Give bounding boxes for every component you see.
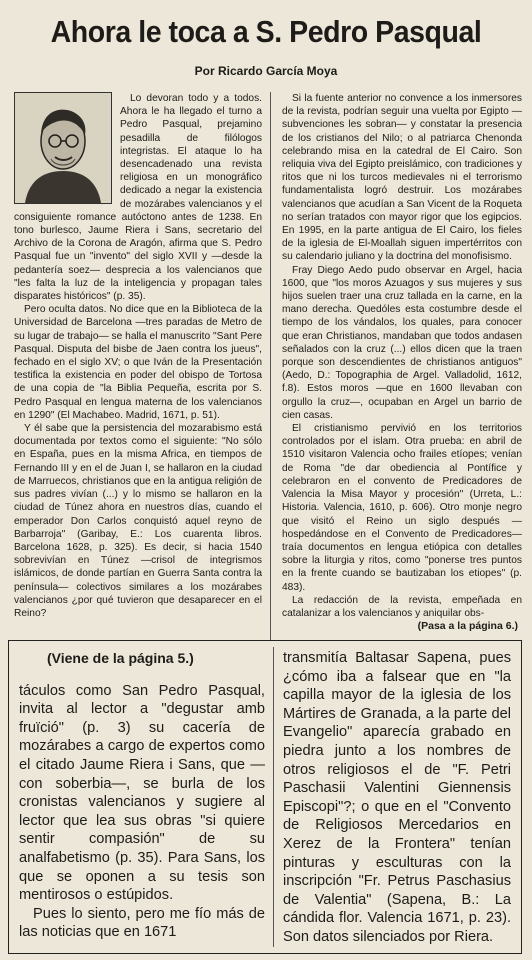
paragraph: Lo devoran todo y a todos. Ahora le ha llegado el turno a Pedro Pasqual, prejamino pesadilla de filólogos integristas. El ataque lo ha desencadenado una revista religiosa en un monográfico dedicado a negar la existencia de mozárabes valencianos y el consiguiente romance autóctono antes de 1238. En tono burlesco, Jaume Riera i Sans, secretario del Archivo de la Corona de Aragón, afirma que S. Pedro Pasqual fue un "invento" del siglo XVII y —desde la pedantería soez— desprecia a los valencianos que "les falta la luz de la inteligencia y propagan tales disparates históricos" (p. 35).: [14, 93, 262, 303]
paragraph: El cristianismo pervivió en los territorios controlados por el islam. Otra prueba: en abril de 1510 visitaron Valencia ocho frailes etíopes; venían de Roma "de dar obediencia al Pontífice y celebraron en el convento de Predicadores de Valencia la Misa Mayor y procesión" (Urreta, L.: Historia. Valencia, 1610, p. 606). Otro monje negro que visitó el Reino un siglo después —hospedándose en el Convento de Predicadores— traía documentos en lengua etiópica con detalles sobre la liturgia y ritos, como "ponerse tres puntos en la frente cuando se bautizaban los etiopes" (p. 483).: [282, 423, 522, 593]
paragraph: táculos como San Pedro Pasqual, invita al lector a "degustar amb fruïció" (p. 3) su cacería de mozárabes a cargo de expertos como el citado Jaume Riera i Sans, que —con soberbia—, se burla de los cronistas valencianos y sugiere al lector que lea sus obras "si quiere sentir compasión" de su analfabetismo (p. 35). Para Sans, los que se oponen a su tesis son mentirosos o estúpidos.: [19, 682, 265, 904]
paragraph: Y él sabe que la persistencia del mozarabismo está documentada por textos como el siguiente: "No sólo en España, pues en la misma Africa, en tiempos de Fernando III y en el de Juan I, se hallaron en la ciudad de Marruecos, christianos que en la antigua religión de sus padres vivían (...) y lo mismo se hallaron en la ciudad de Túnez ahora en nuestros días, cuando el emperador Don Carlos conquistó aquel reyno de Barbarroja" (Garibay, E.: Los cuarenta libros. Barcelona 1628, p. 325). Es decir, si hacia 1540 sobrevivían en Túnez —crisol de integrismos islámicos, de donde partían en Guerra Santa contra la península— colectivos similares a los mozárabes valencianos ¿por qué tuvieron que desaparecer en el Reino?: [14, 423, 262, 619]
continuation-column-right: [283, 649, 511, 947]
continued-from-label: (Viene de la página 5.): [47, 650, 194, 666]
byline: Por Ricardo García Moya: [194, 64, 338, 78]
author-photo: [14, 92, 112, 204]
paragraph: Fray Diego Aedo pudo observar en Argel, hacia 1600, que "los moros Azuagos y sus mujeres y sus hijos suelen traer una cruz tallada en la carne, en la mano derecha. Quedóles esta costumbre desde el tiempo de los vándalos, los quales, para conocer que eran Christianos, mandaban que todos andasen señalados con la cruz (...) ellos dicen que la traen porque son descendientes de christianos antiguos" (Aedo, D.: Topographia de Argel. Valladolid, 1612, f.8). Estos moros —que en 1600 llevaban con orgullo la cruz—, ocupaban en Argel un barrio de cien casas.: [282, 264, 522, 421]
paragraph: Si la fuente anterior no convence a los inmersores de la revista, podrían seguir una vuelta por Egipto —subvenciones les sobran— y constatar la presencia de los cristianos del Nilo; o al patriarca Chenonda celebrando misa en la catedral de El Cairo. Son reliquia viva del Egipto preislámico, con tradiciones y ritos que ni los turcos medievales ni el terrorismo fundamentalista logró destruir. Los mozárabes valencianos que acudían a San Vicent de la Roqueta no serían tratados con mayor rigor que los egipcios. En 1995, en la parte antigua de El Cairo, los fieles de la iglesia de El-Moallah siguen impertérritos con su calendario juliano y la doctrina del monofisismo.: [282, 93, 522, 263]
continuation-column-left: [19, 649, 265, 942]
column-divider: [270, 92, 271, 640]
paragraph: La redacción de la revista, empeñada en catalanizar a los valencianos y aniquilar obs-: [282, 594, 522, 619]
article-column-right: [282, 92, 522, 620]
continued-note: (Pasa a la página 6.): [417, 620, 518, 632]
paragraph: Pero oculta datos. No dice que en la Biblioteca de la Universidad de Barcelona —tres paradas de Metro de su lugar de trabajo— se halla el manuscrito "Sant Pere Pasqual. Disputa del bisbe de Jaen contra los jueus", fechado en el siglo XV; o que Iván de la Presentación testifica la existencia en poder del obispo de Tortosa de una copia de "la Biblia Pequeña, escrita por S. Pedro Pasqual en lengua materna de los valencianos en 1290" (El Machabeo. Madrid, 1671, p. 51).: [14, 304, 262, 421]
column-divider: [273, 647, 274, 947]
article-column-left: [14, 92, 262, 620]
headline: Ahora le toca a S. Pedro Pasqual: [50, 14, 482, 49]
paragraph: transmitía Baltasar Sapena, pues ¿cómo iba a falsear que en "la capilla mayor de la iglesia de los Mártires de Granada, a la parte del Evangelio" aparecía grabado en piedra junto a los nombres de otros religiosos el de "F. Petri Paschasii Valentini Giennensis Episcopi"?; o que en el "Convento de Religiosos Mercedarios en Xerez de la Frontera" tenían pinturas y esculturas con la inscripción "Fr. Petrus Paschasius de Valentia" (Sapena, B.: La cándida flor. Valencia 1671, p. 23). Son datos silenciados por Riera.: [283, 650, 511, 945]
continuation-box: [8, 640, 522, 954]
paragraph: Pues lo siento, pero me fío más de las noticias que en 1671: [19, 905, 265, 941]
